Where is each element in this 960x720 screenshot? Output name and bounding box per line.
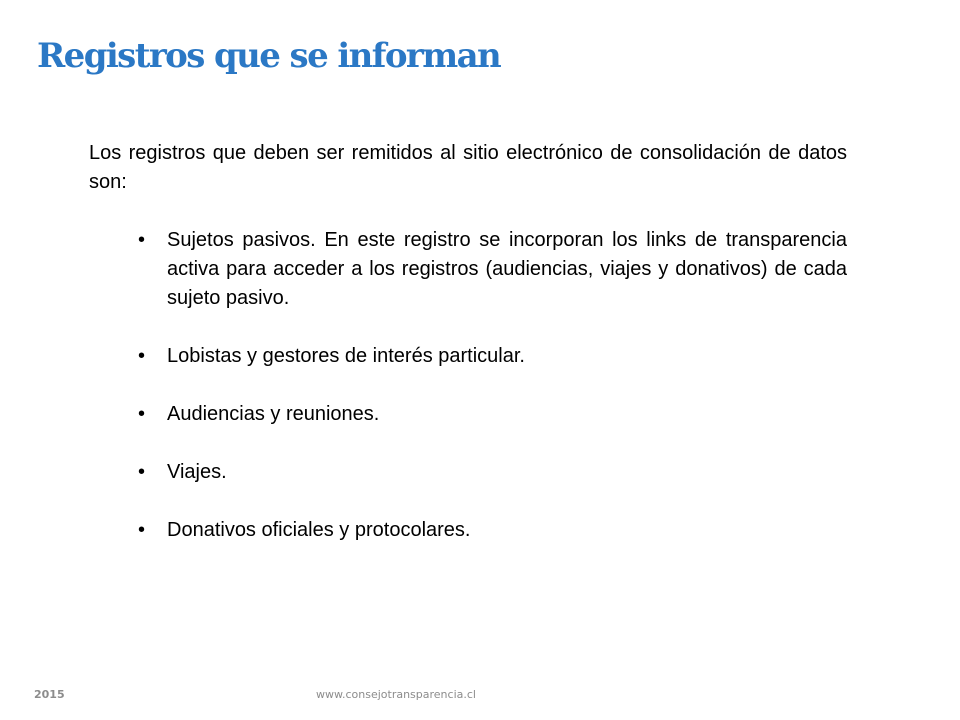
bullet-icon: • — [138, 403, 146, 425]
intro-paragraph: Los registros que deben ser remitidos al sitio electrónico de consolidación de datos son: — [89, 142, 847, 193]
bullet-item-sujetos-pasivos — [138, 226, 847, 313]
bullet-text: Sujetos pasivos. En este registro se incorporan los links de transparencia activa para acceder a los registros (audiencias, viajes y donativos) de cada sujeto pasivo. — [167, 229, 847, 309]
bullet-icon: • — [138, 461, 146, 483]
bullet-item-audiencias — [138, 400, 847, 429]
bullet-item-lobistas — [138, 342, 847, 371]
footer-url: www.consejotransparencia.cl — [316, 688, 476, 701]
footer-year: 2015 — [34, 688, 65, 701]
bullet-item-donativos — [138, 516, 847, 545]
bullet-text: Donativos oficiales y protocolares. — [167, 519, 471, 541]
slide-title: Registros que se informan — [37, 36, 501, 76]
bullet-icon: • — [138, 345, 146, 367]
bullet-text: Viajes. — [167, 461, 227, 483]
slide-body — [89, 139, 847, 574]
bullet-list — [89, 226, 847, 545]
bullet-icon: • — [138, 229, 146, 251]
bullet-text: Lobistas y gestores de interés particular. — [167, 345, 525, 367]
bullet-icon: • — [138, 519, 146, 541]
bullet-item-viajes — [138, 458, 847, 487]
bullet-text: Audiencias y reuniones. — [167, 403, 380, 425]
